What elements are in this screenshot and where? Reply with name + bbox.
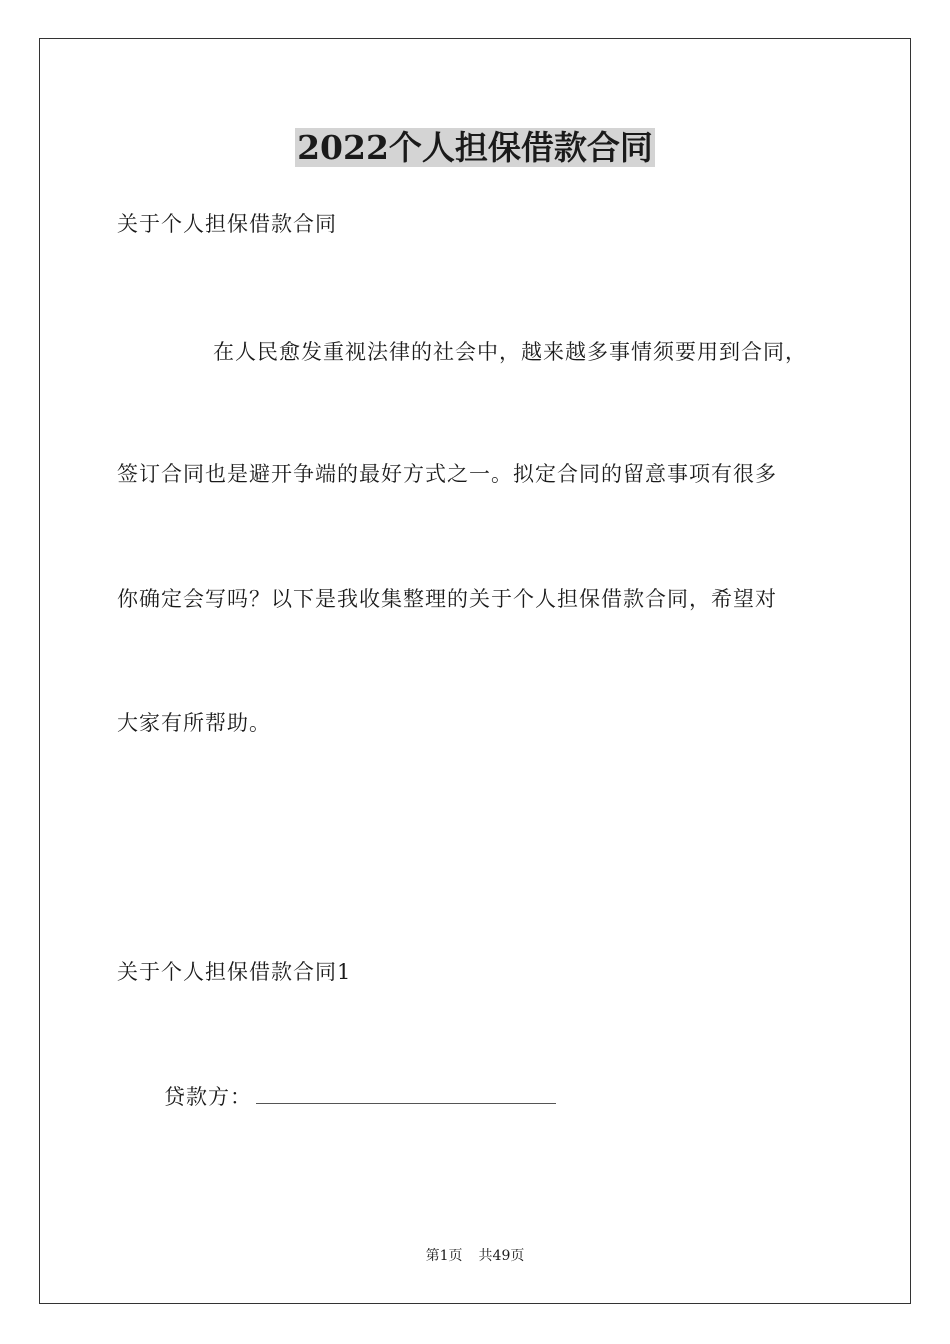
lender-blank-line — [256, 1083, 556, 1104]
subtitle: 关于个人担保借款合同 — [117, 212, 337, 236]
page-current: 第1页 — [425, 1248, 463, 1264]
lender-label: 贷款方： — [164, 1085, 252, 1109]
intro-line-3: 你确定会写吗？以下是我收集整理的关于个人担保借款合同，希望对 — [117, 587, 777, 611]
intro-line-2: 签订合同也是避开争端的最好方式之一。拟定合同的留意事项有很多 — [117, 462, 777, 486]
page-total: 共49页 — [478, 1248, 525, 1264]
document-title: 2022个人担保借款合同 — [297, 128, 653, 167]
intro-line-4: 大家有所帮助。 — [117, 711, 271, 735]
lender-field — [164, 1083, 556, 1111]
page-footer — [0, 1247, 950, 1265]
section-heading: 关于个人担保借款合同1 — [117, 960, 352, 984]
intro-line-1: 在人民愈发重视法律的社会中，越来越多事情须要用到合同， — [213, 340, 807, 364]
